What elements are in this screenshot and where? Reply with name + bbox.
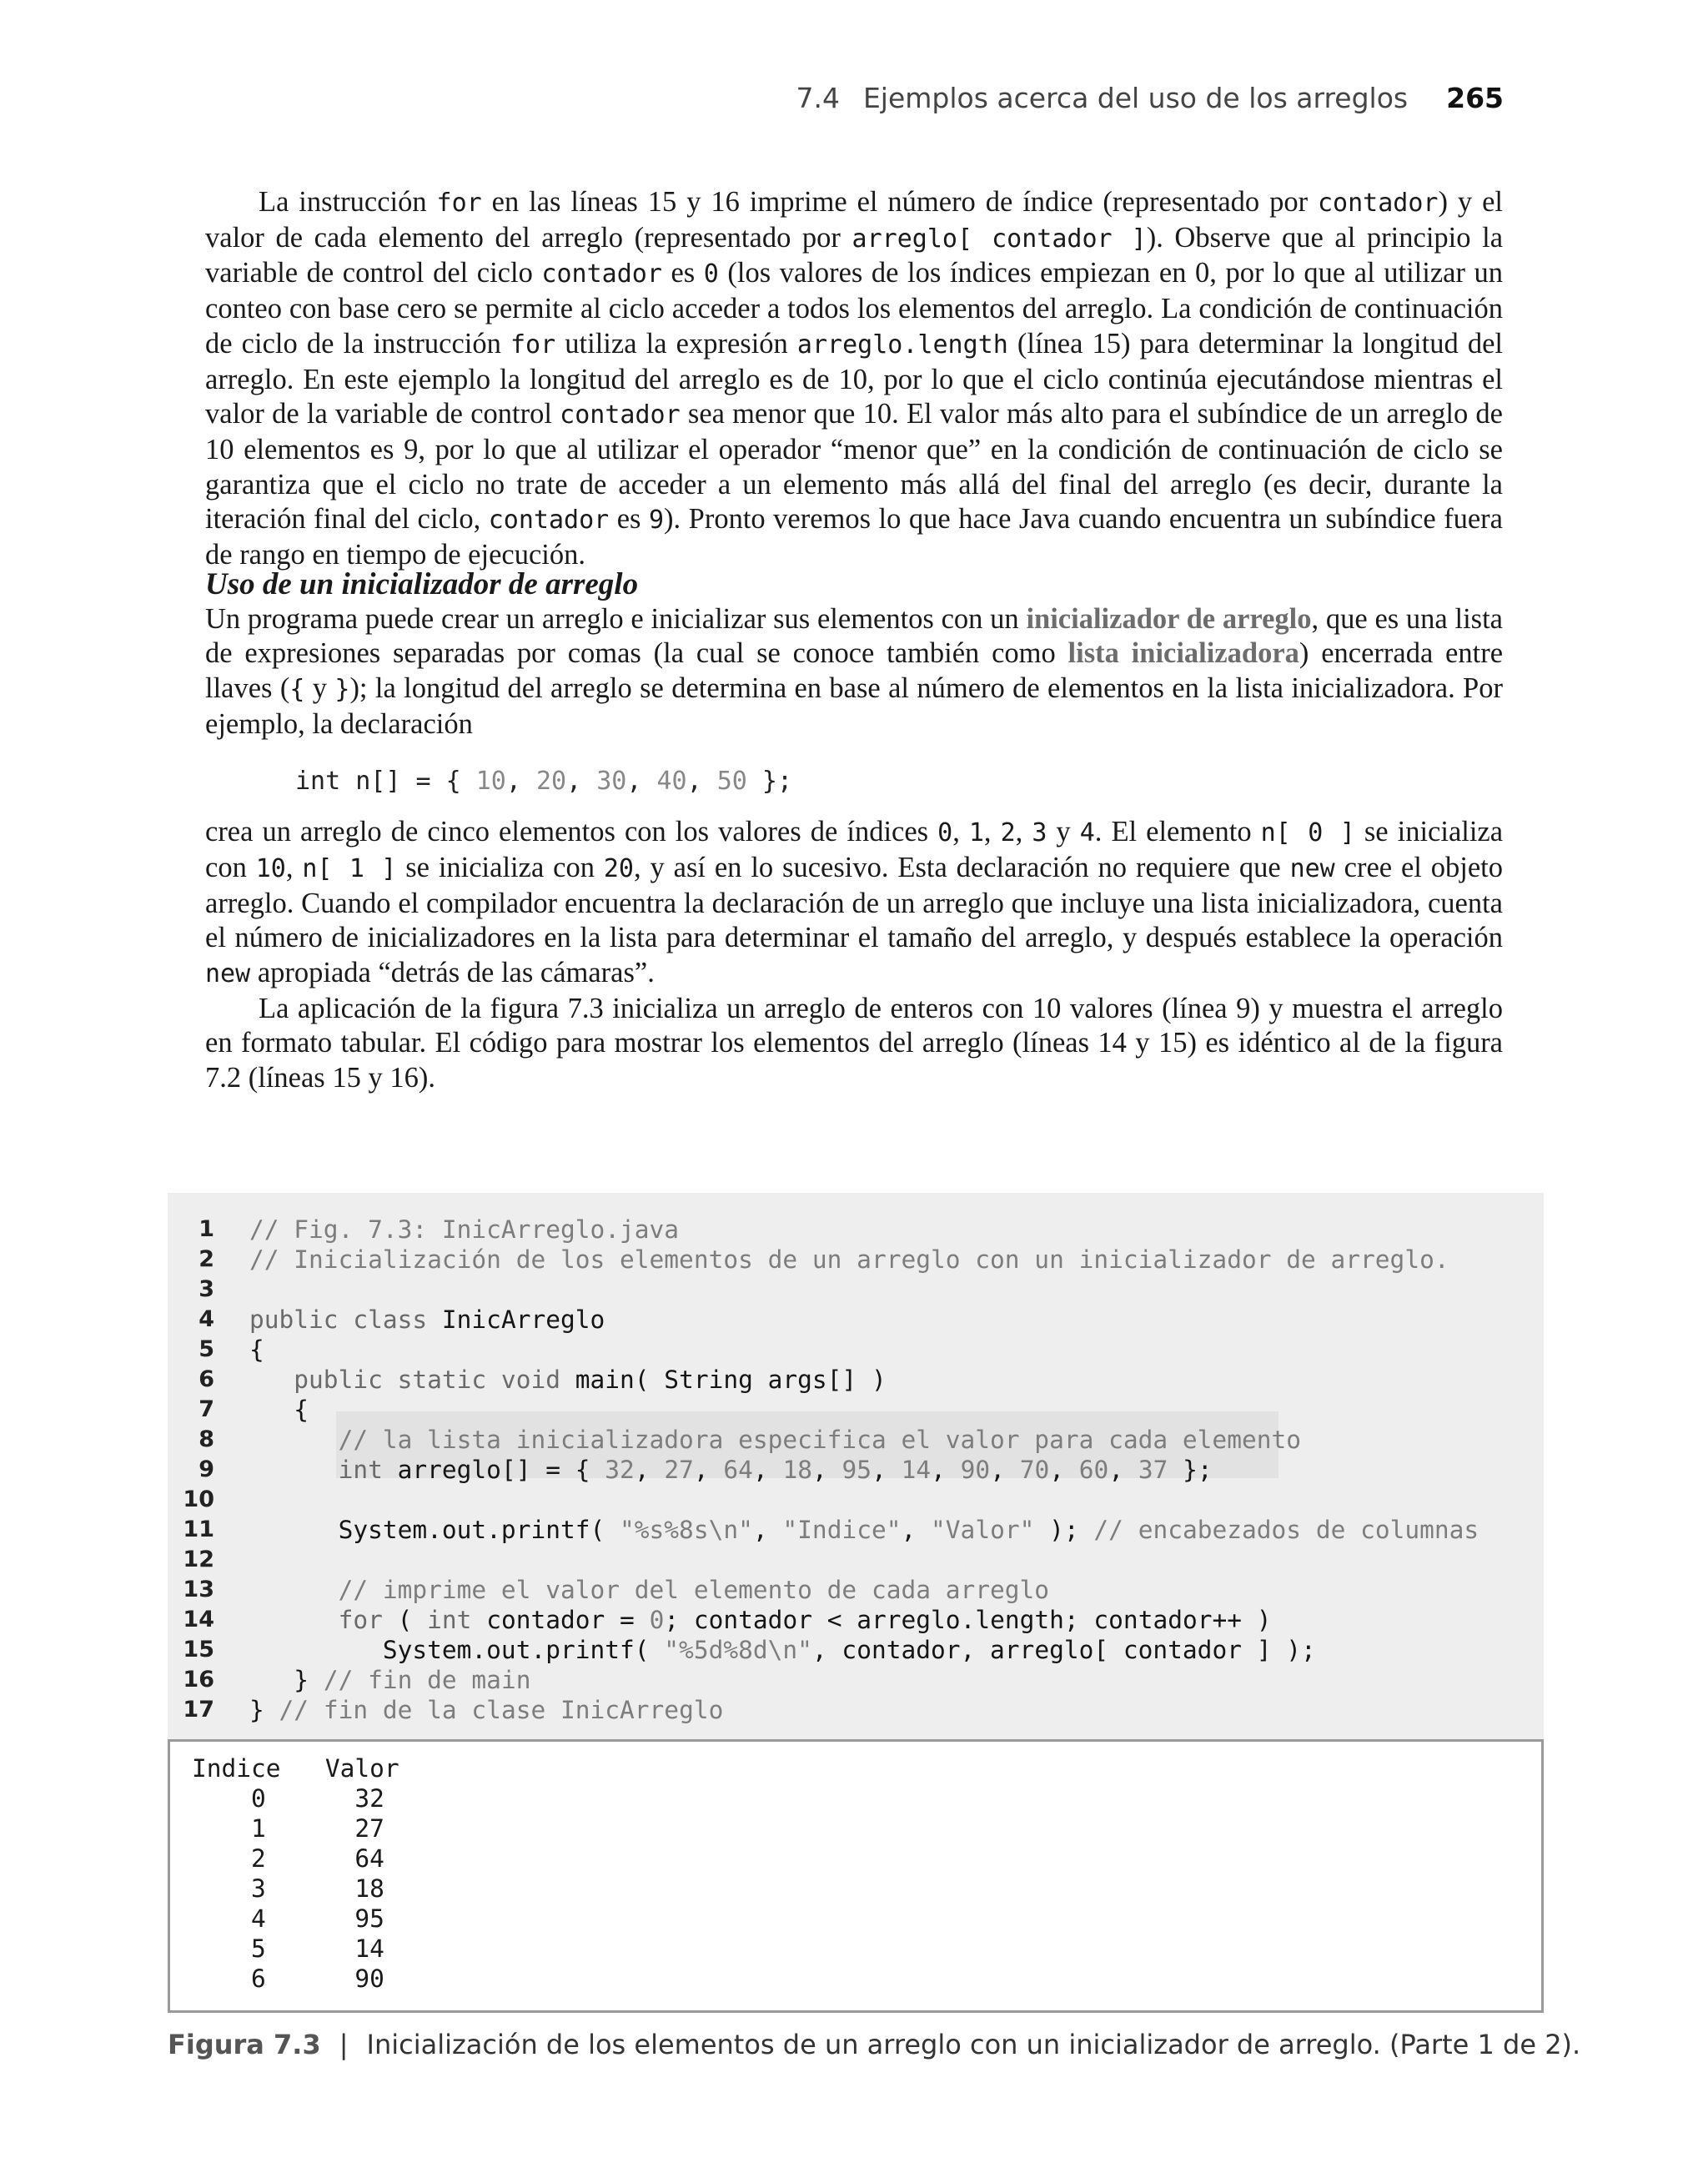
output-row: 5 14 xyxy=(251,1934,384,1963)
body-text-middle xyxy=(205,567,1503,1096)
output-row: 2 64 xyxy=(251,1844,384,1873)
section-number: 7.4 xyxy=(796,82,840,114)
figure-label: Figura 7.3 xyxy=(168,2029,321,2060)
caption-separator: | xyxy=(339,2029,349,2060)
running-header xyxy=(796,82,1504,114)
page-number: 265 xyxy=(1446,82,1504,114)
figure-caption xyxy=(168,2029,1580,2060)
program-output xyxy=(168,1739,1544,2013)
paragraph-2: Un programa puede crear un arreglo e inicializar sus elementos con un inicializador de arreglo, que es una lista de expresiones separadas por comas (la cual se conoce también como lista inicializadora) encerrada entre llaves ({ y }); la longitud del arreglo se determina en base al número de elementos en la lista inicializadora. Por ejemplo, la declaración xyxy=(205,602,1504,740)
code-example: int n[] = { 10, 20, 30, 40, 50 }; xyxy=(295,766,793,796)
section-title: Ejemplos acerca del uso de los arreglos xyxy=(862,82,1409,114)
caption-text: Inicialización de los elementos de un arreglo con un inicializador de arreglo. (Parte 1 de 2). xyxy=(366,2029,1581,2060)
output-row: 1 27 xyxy=(251,1814,384,1843)
subheading: Uso de un inicializador de arreglo xyxy=(205,567,639,601)
output-row: 4 95 xyxy=(251,1904,384,1933)
output-header: Indice Valor xyxy=(192,1754,399,1783)
paragraph-1: La instrucción for en las líneas 15 y 16 imprime el número de índice (representado por contador) y el valor de cada elemento del arreglo (representado por arreglo[ contador ]). Observe que al principio la variable de control del ciclo contador es 0 (los valores de los índices empiezan en 0, por lo que al utilizar un conteo con base cero se permite al ciclo acceder a todos los elementos del arreglo. La condición de continuación de ciclo de la instrucción for utiliza la expresión arreglo.length (línea 15) para determinar la longitud del arreglo. En este ejemplo la longitud del arreglo es de 10, por lo que el ciclo continúa ejecutándose mientras el valor de la variable de control contador sea menor que 10. El valor más alto para el subíndice de un arreglo de 10 elementos es 9, por lo que al utilizar el operador “menor que” en la condición de continuación de ciclo se garantiza que el ciclo no trate de acceder a un elemento más allá del final del arreglo (es decir, durante la iteración final del ciclo, contador es 9). Pronto veremos lo que hace Java cuando encuentra un subíndice fuera de rango en tiempo de ejecución. xyxy=(205,186,1504,571)
paragraph-4: La aplicación de la figura 7.3 inicializa un arreglo de enteros con 10 valores (línea 9) y muestra el arreglo en formato tabular. El código para mostrar los elementos del arreglo (líneas 14 y 15) es idéntico al de la figura 7.2 (líneas 15 y 16). xyxy=(205,992,1503,1094)
book-page: 7.4 Ejemplos acerca del uso de los arreglos 265 La instrucción for en las líneas 15 y 16 imprime el número de índice (representado por contador) y el valor de cada elemento del arreglo (representado por arreglo[ contador ]). Observe que al principio la variable de control del ciclo contador es 0 (los valores de los índices empiezan en 0, por lo que al utilizar un conteo con base cero se permite al ciclo acceder a todos los elementos del arreglo. La condición de continuación de ciclo de la instrucción for utiliza la expresión arreglo.length (línea 15) para determinar la longitud del arreglo. En este ejemplo la longitud del arreglo es de 10, por lo que el ciclo continúa ejecutándose mientras el valor de la variable de control contador sea menor que 10. El valor más alto para el subíndice de un arreglo de 10 elementos es 9, por lo que al utilizar el operador “menor que” en la condición de continuación de ciclo se garantiza que el ciclo no trate de acceder a un elemento más allá del final del arreglo (es decir, durante la iteración final del ciclo, contador es 9). Pronto veremos lo que hace Java cuando encuentra un subíndice fuera de rango en tiempo de ejecución. Uso de un inicializador de arreglo Un programa puede crear un arreglo e inicializar sus elementos con un inicializador de arreglo, que es una lista de expresiones separadas por comas (la cual se conoce también como lista inicializadora) encerrada entre llaves ({ y }); la longitud del arreglo se determina en base al número de elementos en la lista inicializadora. Por ejemplo, la declaración int n[] = { 10, 20, 30, 40, 50 }; crea un arreglo de cinco elementos con los valores de índices 0, 1, 2, 3 y 4. El elemento n[ 0 ] se inicializa con 10, n[ 1 ] se inicializa con 20, y así en lo sucesivo. Esta declaración no requiere que new cree el objeto arreglo. Cuando el compilador encuentra la declaración de un arreglo que incluye una lista inicializadora, cuenta el número de inicializadores en la lista para determinar el tamaño del arreglo, y después establece la operación new apropiada “detrás de las cámaras”. La aplicación de la figura 7.3 inicializa un arreglo de enteros con 10 valores (línea 9) y muestra el arreglo en formato tabular. El código para mostrar los elementos del arreglo (líneas 14 y 15) es idéntico al de la figura 7.2 (líneas 15 y 16). 1 // Fig. 7.3: InicArreglo.java 2 // Inicialización de los elementos de un arreglo con un inicializador de arreglo. 3 4 public class InicArreglo 5 { 6 public static void main( String args[] ) 7 { 8 // la lista inicializadora especifica el valor para cada elemento 9 int arreglo[] = { 32, 27, 64, 18, 95, 14, 90, 70, 60, 37 }; 10 11 System.out.printf( "%s%8s\n", "Indice", "Valor" ); // encabezados de columnas 12 13 // imprime el valor del elemento de cada arreglo 14 for ( int contador = 0; contador < arreglo.length; contador++ ) 15 System.out.printf( "%5d%8d\n", contador, arreglo[ contador ] ); 16 } // fin de main 17 } // fin de la clase InicArreglo Indice Valor 0 32 1 27 2 64 3 18 4 95 5 14 6 90 Figura 7.3 | Inicialización de los elementos de un arreglo con un inicializador de arreglo. (Parte 1 de 2). xyxy=(168,82,1581,2060)
output-row: 3 18 xyxy=(251,1874,384,1903)
output-row: 6 90 xyxy=(251,1964,384,1993)
paragraph-3: crea un arreglo de cinco elementos con los valores de índices 0, 1, 2, 3 y 4. El elemento n[ 0 ] se inicializa con 10, n[ 1 ] se inicializa con 20, y así en lo sucesivo. Esta declaración no requiere que new cree el objeto arreglo. Cuando el compilador encuentra la declaración de un arreglo que incluye una lista inicializadora, cuenta el número de inicializadores en la lista para determinar el tamaño del arreglo, y después establece la operación new apropiada “detrás de las cámaras”. xyxy=(205,816,1504,989)
body-text-top xyxy=(205,185,1503,573)
output-row: 0 32 xyxy=(251,1784,384,1813)
